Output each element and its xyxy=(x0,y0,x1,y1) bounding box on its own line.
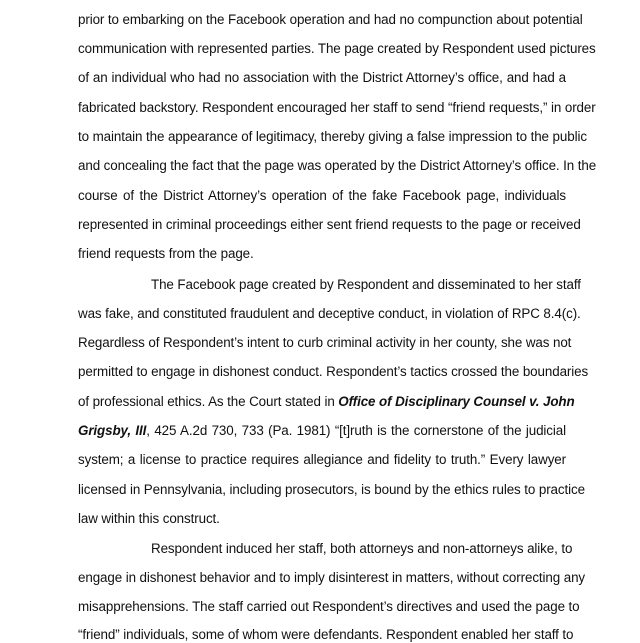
paragraph-first-line: Respondent induced her staff, both attorneys and non-attorneys alike, to xyxy=(151,541,573,556)
text-line: licensed in Pennsylvania, including prosecutors, is bound by the ethics rules to practice xyxy=(78,482,585,497)
text-line: prior to embarking on the Facebook operation and had no compunction about potential xyxy=(78,12,583,27)
text-line: and concealing the fact that the page was operated by the District Attorney’s office. In the xyxy=(78,158,597,173)
text-line: “friend” individuals, some of whom were defendants. Respondent enabled her staff to xyxy=(78,627,574,642)
text-line: misapprehensions. The staff carried out Respondent’s directives and used the page to xyxy=(78,599,580,614)
text-line: was fake, and constituted fraudulent and deceptive conduct, in violation of RPC 8.4(c). xyxy=(78,306,581,321)
text-line: communication with represented parties. The page created by Respondent used pictures xyxy=(78,41,596,56)
text-line: to maintain the appearance of legitimacy, thereby giving a false impression to the public xyxy=(78,129,587,144)
text-line: system; a license to practice requires allegiance and fidelity to truth.” Every lawyer xyxy=(78,452,566,467)
text-line: fabricated backstory. Respondent encouraged her staff to send “friend requests,” in order xyxy=(78,100,596,115)
text-line: represented in criminal proceedings either sent friend requests to the page or received xyxy=(78,217,581,232)
text-line: friend requests from the page. xyxy=(78,246,254,261)
text-line xyxy=(78,394,575,410)
text-line: Regardless of Respondent’s intent to curb criminal activity in her county, she was not xyxy=(78,335,572,350)
case-citation-name: Grigsby, III xyxy=(78,423,147,438)
text-line: course of the District Attorney’s operation of the fake Facebook page, individuals xyxy=(78,188,566,203)
text-run: , 425 A.2d 730, 733 (Pa. 1981) “[t]ruth is the cornerstone of the judicial xyxy=(146,423,566,438)
text-line: engage in dishonest behavior and to imply disinterest in matters, without correcting any xyxy=(78,570,586,585)
text-line: law within this construct. xyxy=(78,511,220,526)
case-citation-name: Office of Disciplinary Counsel v. John xyxy=(338,394,575,409)
text-line xyxy=(78,423,566,439)
paragraph-first-line: The Facebook page created by Respondent and disseminated to her staff xyxy=(151,277,581,292)
text-line: of an individual who had no association with the District Attorney’s office, and had a xyxy=(78,70,566,85)
text-run: of professional ethics. As the Court stated in xyxy=(78,394,339,409)
text-line: permitted to engage in dishonest conduct. Respondent’s tactics crossed the boundaries xyxy=(78,364,589,379)
